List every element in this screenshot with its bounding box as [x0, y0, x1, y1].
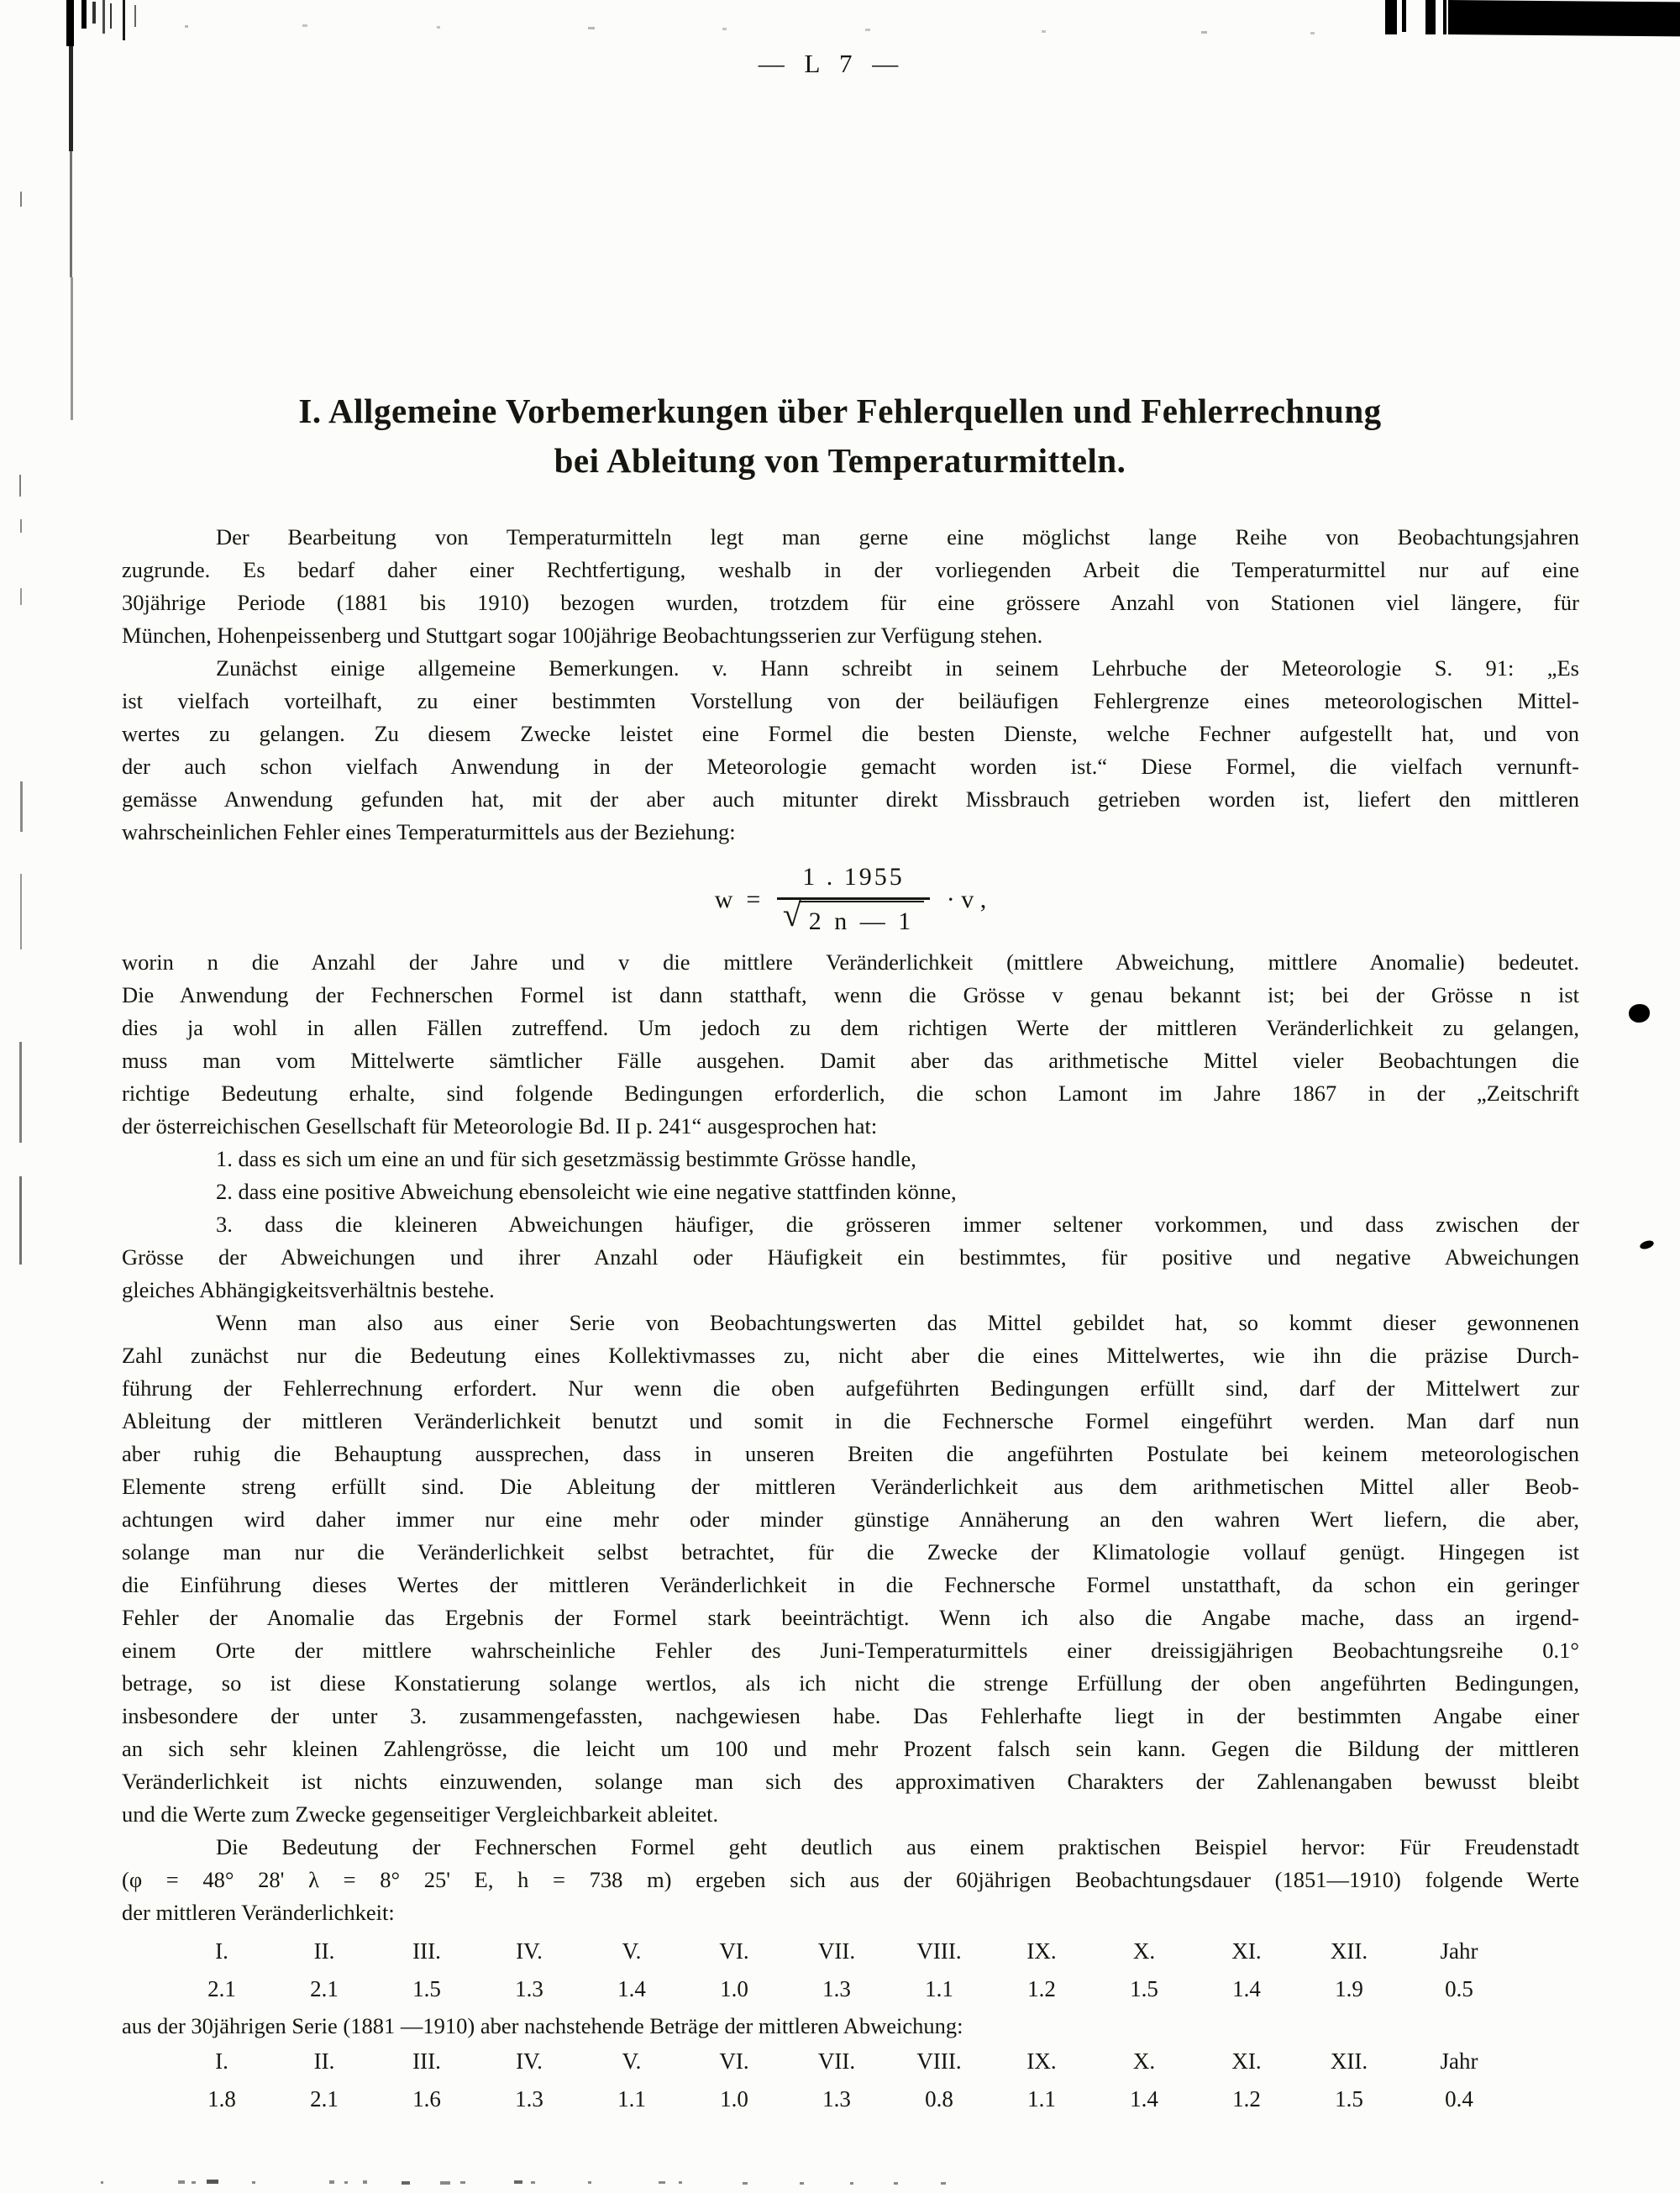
table-value-cell: 1.5	[1130, 1976, 1158, 2001]
table-header-cell: IX.	[1026, 1938, 1057, 1964]
table-header-cell: Jahr	[1440, 2048, 1478, 2074]
table-value-cell: 1.0	[720, 2086, 748, 2111]
scan-artifact-bar	[1402, 0, 1406, 32]
scan-tick	[20, 519, 22, 533]
document-body	[122, 521, 1579, 2118]
text-line: Wenn man also aus einer Serie von Beobachtungswerten das Mittel gebildet hat, so kommt dieser gewonnenen	[216, 1310, 1579, 1335]
text-line: muss man vom Mittelwerte sämtlicher Fälle ausgehen. Damit aber das arithmetische Mittel vieler Beobachtungen die	[122, 1048, 1579, 1073]
table-header-cell: IV.	[516, 2048, 543, 2074]
numbered-list	[122, 1143, 1579, 1307]
table-header-cell: I.	[215, 1938, 228, 1964]
deviation-table-30yr-header	[122, 2043, 1579, 2080]
table-header-cell: VIII.	[916, 2048, 962, 2074]
scan-streak	[123, 0, 125, 40]
table-header-cell: II.	[313, 1938, 335, 1964]
table-value-cell: 1.1	[617, 2086, 646, 2111]
formula-fraction	[777, 860, 930, 938]
text-line: der österreichischen Gesellschaft für Meteorologie Bd. II p. 241“ ausgesprochen hat:	[122, 1113, 878, 1139]
text-line: München, Hohenpeissenberg und Stuttgart sogar 100jährige Beobachtungsserien zur Verfügung stehen.	[122, 623, 1043, 648]
table-header-cell: XI.	[1231, 2048, 1262, 2074]
text-line: wertes zu gelangen. Zu diesem Zwecke leistet eine Formel die besten Dienste, welche Fechner aufgestellt hat, und von	[122, 721, 1579, 746]
formula-equals: =	[746, 885, 761, 913]
text-line: insbesondere der unter 3. zusammengefassten, nachgewiesen habe. Das Fehlerhafte liegt in der bestimmten Angabe einer	[122, 1703, 1579, 1728]
table-value-cell: 0.4	[1445, 2086, 1473, 2111]
fechner-formula	[122, 855, 1579, 943]
table-value-cell: 1.4	[1232, 1976, 1261, 2001]
formula-denominator: √ 2 n — 1	[783, 901, 924, 938]
table-value-cell: 1.3	[822, 2086, 851, 2111]
table-value-cell: 2.1	[207, 1976, 236, 2001]
table-header-cell: VI.	[719, 2048, 749, 2074]
text-line: Zunächst einige allgemeine Bemerkungen. v. Hann schreibt in seinem Lehrbuche der Meteorologie S. 91: „Es	[216, 655, 1579, 681]
text-line: Veränderlichkeit ist nichts einzuwenden, solange man sich des approximativen Charakters der Zahlenangaben bewusst bleibt	[122, 1769, 1579, 1794]
text-line: solange man nur die Veränderlichkeit selbst betrachtet, für die Zwecke der Klimatologie vollauf genügt. Hingegen ist	[122, 1539, 1579, 1565]
table-header-cell: Jahr	[1440, 1938, 1478, 1964]
scan-tick	[19, 1042, 22, 1143]
table-value-cell: 1.2	[1027, 1976, 1056, 2001]
scan-streak	[92, 2, 96, 24]
text-line: ist vielfach vorteilhaft, zu einer bestimmten Vorstellung von der beiläufigen Fehlergrenze eines meteorologischen Mittel-	[122, 688, 1579, 713]
formula-numerator: 1 . 1955	[777, 860, 930, 900]
text-line: an sich sehr kleinen Zahlengrösse, die leicht um 100 und mehr Prozent falsch sein kann. Gegen die Bildung der mittleren	[122, 1736, 1579, 1761]
table-value-cell: 1.3	[822, 1976, 851, 2001]
scan-streak	[102, 0, 105, 34]
deviation-table-30yr-values	[122, 2080, 1579, 2118]
text-line: Grösse der Abweichungen und ihrer Anzahl oder Häufigkeit ein bestimmtes, für positive und negative Abweichungen	[122, 1244, 1579, 1270]
scan-streak	[134, 5, 136, 27]
table-header-cell: VIII.	[916, 1938, 962, 1964]
table-header-cell: IX.	[1026, 2048, 1057, 2074]
table-header-cell: V.	[622, 2048, 642, 2074]
table-header-cell: VII.	[817, 2048, 856, 2074]
text-line: einem Orte der mittlere wahrscheinliche Fehler des Juni-Temperaturmittels einer dreissigjährigen Beobachtungsreihe 0.1°	[122, 1638, 1579, 1663]
table-value-cell: 1.1	[925, 1976, 953, 2001]
text-line: Die Anwendung der Fechnerschen Formel ist dann statthaft, wenn die Grösse v genau bekannt ist; bei der Grösse n ist	[122, 982, 1579, 1007]
table-value-cell: 2.1	[310, 1976, 339, 2001]
section-title-line-1: I. Allgemeine Vorbemerkungen über Fehlerquellen und Fehlerrechnung	[298, 392, 1382, 430]
table-header-cell: XII.	[1330, 1938, 1368, 1964]
table-header-cell: V.	[622, 1938, 642, 1964]
scan-streak	[70, 151, 72, 277]
section-title-line-2: bei Ableitung von Temperaturmitteln.	[554, 441, 1126, 480]
scan-tick	[20, 192, 22, 207]
text-line: Der Bearbeitung von Temperaturmitteln legt man gerne eine möglichst lange Reihe von Beobachtungsjahren	[216, 524, 1579, 550]
radical-sign: √	[782, 896, 801, 933]
between-tables-text: aus der 30jährigen Serie (1881 —1910) aber nachstehende Beträge der mittleren Abweichung:	[122, 2013, 963, 2038]
section-title	[0, 387, 1680, 486]
paragraph	[122, 652, 1579, 849]
list-item: 2. dass eine positive Abweichung ebensoleicht wie eine negative stattfinden könne,	[216, 1179, 957, 1204]
text-line: Die Bedeutung der Fechnerschen Formel geht deutlich aus einem praktischen Beispiel hervor: Für Freudenstadt	[216, 1834, 1579, 1859]
table-header-cell: I.	[215, 2048, 228, 2074]
table-header-cell: III.	[412, 1938, 441, 1964]
table-header-cell: X.	[1132, 1938, 1156, 1964]
table-header-cell: VII.	[817, 1938, 856, 1964]
formula-lhs: w	[714, 885, 733, 913]
scan-tick	[19, 1176, 22, 1265]
table-value-cell: 0.8	[925, 2086, 953, 2111]
text-line: dies ja wohl in allen Fällen zutreffend. Um jedoch zu dem richtigen Werte der mittleren Veränderlichkeit zu gelangen,	[122, 1015, 1579, 1040]
text-line: gleiches Abhängigkeitsverhältnis bestehe.	[122, 1277, 495, 1302]
table-header-cell: XII.	[1330, 2048, 1368, 2074]
table-value-cell: 1.8	[207, 2086, 236, 2111]
table-value-cell: 1.1	[1027, 2086, 1056, 2111]
table-value-cell: 1.3	[515, 1976, 543, 2001]
page-number-header: — L 7 —	[758, 49, 901, 78]
scan-artifact-bar	[1443, 0, 1446, 34]
table-value-cell: 1.0	[720, 1976, 748, 2001]
text-line: gemässe Anwendung gefunden hat, mit der aber auch mitunter direkt Missbrauch getrieben worden ist, liefert den mittleren	[122, 786, 1579, 812]
text-line: führung der Fehlerrechnung erfordert. Nur wenn die oben aufgeführten Bedingungen erfüllt sind, darf der Mittelwert zur	[122, 1375, 1579, 1401]
text-line: Ableitung der mittleren Veränderlichkeit benutzt und somit in die Fechnersche Formel eingeführt werden. Man darf nun	[122, 1408, 1579, 1433]
text-line: der mittleren Veränderlichkeit:	[122, 1900, 395, 1925]
table-value-cell: 1.4	[617, 1976, 646, 2001]
table-value-cell: 1.5	[1335, 2086, 1363, 2111]
scan-tick	[20, 781, 23, 832]
text-line: 3. dass die kleineren Abweichungen häufiger, die grösseren immer seltener vorkommen, und dass zwischen der	[216, 1212, 1579, 1237]
text-line: Fehler der Anomalie das Ergebnis der Formel stark beeinträchtigt. Wenn ich also die Angabe mache, dass an irgend-	[122, 1605, 1579, 1630]
formula-tail: · v ,	[946, 885, 987, 913]
variability-table-60yr-values	[122, 1970, 1579, 2008]
text-line: der auch schon vielfach Anwendung in der Meteorologie gemacht worden ist.“ Diese Formel, die vielfach vernunft-	[122, 754, 1579, 779]
paragraph	[122, 1831, 1579, 1929]
text-line: (φ = 48° 28' λ = 8° 25' E, h = 738 m) ergeben sich aus der 60jährigen Beobachtungsdauer (1851—1910) folgende Werte	[122, 1867, 1579, 1892]
table-value-cell: 2.1	[310, 2086, 339, 2111]
ink-blot	[1639, 1239, 1655, 1251]
table-header-cell: XI.	[1231, 1938, 1262, 1964]
table-value-cell: 0.5	[1445, 1976, 1473, 2001]
scan-streak	[110, 3, 112, 29]
list-item	[122, 1208, 1579, 1307]
table-header-cell: III.	[412, 2048, 441, 2074]
scan-streak	[81, 0, 87, 29]
text-line: aber ruhig die Behauptung aussprechen, dass in unseren Breiten die angeführten Postulate bei keinem meteorologischen	[122, 1441, 1579, 1466]
table-header-cell: VI.	[719, 1938, 749, 1964]
scan-artifact-bar	[1425, 0, 1436, 34]
text-line: worin n die Anzahl der Jahre und v die mittlere Veränderlichkeit (mittlere Abweichung, mittlere Anomalie) bedeutet.	[122, 949, 1579, 975]
text-line: richtige Bedeutung erhalte, sind folgende Bedingungen erforderlich, die schon Lamont im Jahre 1867 in der „Zeitschrift	[122, 1081, 1579, 1106]
variability-table-60yr-header	[122, 1933, 1579, 1970]
text-line: und die Werte zum Zwecke gegenseitiger Vergleichbarkeit ableitet.	[122, 1801, 719, 1827]
text-line: Elemente streng erfüllt sind. Die Ableitung der mittleren Veränderlichkeit aus dem arithmetischen Mittel aller Beob-	[122, 1474, 1579, 1499]
text-line: zugrunde. Es bedarf daher einer Rechtfertigung, weshalb in der vorliegenden Arbeit die Temperaturmittel nur auf eine	[122, 557, 1579, 582]
scan-tick	[20, 874, 22, 949]
table-header-cell: X.	[1132, 2048, 1156, 2074]
table-value-cell: 1.5	[412, 1976, 441, 2001]
list-item: 1. dass es sich um eine an und für sich gesetzmässig bestimmte Grösse handle,	[216, 1146, 916, 1171]
paragraph	[122, 1307, 1579, 1831]
text-line: Zahl zunächst nur die Bedeutung eines Kollektivmasses zu, nicht aber die eines Mittelwertes, wie ihn die präzise Durch-	[122, 1343, 1579, 1368]
paragraph	[122, 946, 1579, 1143]
table-value-cell: 1.9	[1335, 1976, 1363, 2001]
table-value-cell: 1.6	[412, 2086, 441, 2111]
paragraph	[122, 521, 1579, 652]
ink-blot	[1629, 1004, 1650, 1023]
scan-streak	[66, 0, 74, 46]
text-line: achtungen wird daher immer nur eine mehr oder minder günstige Annäherung an den wahren Wert liefern, die aber,	[122, 1507, 1579, 1532]
text-line: 30jährige Periode (1881 bis 1910) bezogen wurden, trotzdem für eine grössere Anzahl von Stationen viel längere, für	[122, 590, 1579, 615]
scan-artifact-bar	[1385, 0, 1397, 34]
table-header-cell: II.	[313, 2048, 335, 2074]
table-value-cell: 1.4	[1130, 2086, 1158, 2111]
text-line: betrage, so ist diese Konstatierung solange wertlos, als ich nicht die strenge Erfüllung der oben angeführten Bedingungen,	[122, 1670, 1579, 1696]
table-value-cell: 1.2	[1232, 2086, 1261, 2111]
table-value-cell: 1.3	[515, 2086, 543, 2111]
text-line: wahrscheinlichen Fehler eines Temperaturmittels aus der Beziehung:	[122, 819, 736, 844]
table-header-cell: IV.	[516, 1938, 543, 1964]
scan-artifact-block	[1448, 0, 1680, 36]
scan-tick	[20, 588, 22, 605]
text-line: die Einführung dieses Wertes der mittleren Veränderlichkeit in die Fechnersche Formel unstatthaft, da schon ein geringer	[122, 1572, 1579, 1597]
